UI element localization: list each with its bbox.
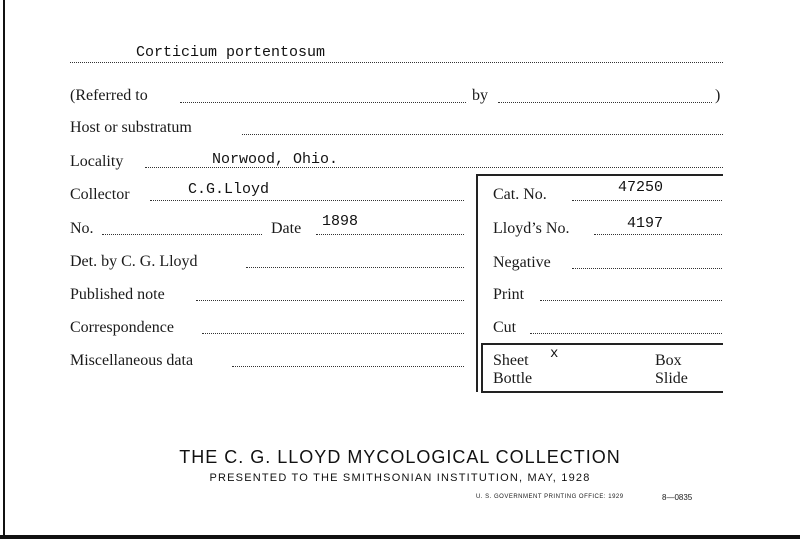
host-line (242, 134, 723, 135)
species-line (70, 62, 723, 63)
sheet-mark: x (550, 346, 559, 362)
date-line (316, 234, 464, 235)
no-line (102, 234, 262, 235)
correspondence-line (202, 333, 464, 334)
cut-line (530, 333, 722, 334)
negative-label: Negative (493, 254, 551, 271)
box-left-rule (476, 174, 478, 392)
referred-to-label: (Referred to (70, 87, 148, 104)
box-label: Box (655, 352, 682, 369)
card-bottom-edge (0, 535, 800, 539)
collection-title: THE C. G. LLOYD MYCOLOGICAL COLLECTION (179, 447, 621, 467)
date-value: 1898 (322, 213, 359, 230)
box-top-rule (476, 174, 723, 176)
lloyds-no-line (594, 234, 722, 235)
host-label: Host or substratum (70, 119, 192, 136)
cat-no-line (572, 200, 722, 201)
lloyds-no-label: Lloyd’s No. (493, 220, 570, 237)
collector-label: Collector (70, 186, 130, 203)
close-paren: ) (715, 87, 721, 104)
no-label: No. (70, 220, 94, 237)
bottle-label: Bottle (493, 370, 533, 387)
lloyds-no-value: 4197 (627, 215, 664, 232)
sheet-top-rule (481, 343, 723, 345)
published-note-label: Published note (70, 286, 165, 303)
locality-label: Locality (70, 153, 124, 170)
collector-line (150, 200, 464, 201)
printer-imprint: U. S. GOVERNMENT PRINTING OFFICE: 1929 (476, 494, 624, 500)
species-name: Corticium portentosum (136, 44, 326, 61)
det-by-line (246, 267, 464, 268)
collection-subtitle: PRESENTED TO THE SMITHSONIAN INSTITUTION, MAY, 1928 (209, 472, 591, 484)
collector-value: C.G.Lloyd (188, 181, 270, 198)
cat-no-value: 47250 (618, 179, 664, 196)
by-label: by (472, 87, 488, 104)
negative-line (572, 268, 722, 269)
by-line (498, 102, 712, 103)
det-by-label: Det. by C. G. Lloyd (70, 253, 198, 270)
misc-data-line (232, 366, 464, 367)
sheet-label: Sheet (493, 352, 529, 369)
cut-label: Cut (493, 319, 517, 336)
correspondence-label: Correspondence (70, 319, 174, 336)
print-line (540, 300, 722, 301)
box-bottom-rule (481, 391, 723, 393)
referred-to-line (180, 102, 466, 103)
locality-value: Norwood, Ohio. (212, 151, 339, 168)
published-note-line (196, 300, 464, 301)
slide-label: Slide (655, 370, 688, 387)
misc-data-label: Miscellaneous data (70, 352, 194, 369)
cat-no-label: Cat. No. (493, 186, 547, 203)
form-number: 8—0835 (662, 493, 693, 502)
date-label: Date (271, 220, 302, 237)
print-label: Print (493, 286, 525, 303)
sheet-left-rule (481, 343, 483, 392)
